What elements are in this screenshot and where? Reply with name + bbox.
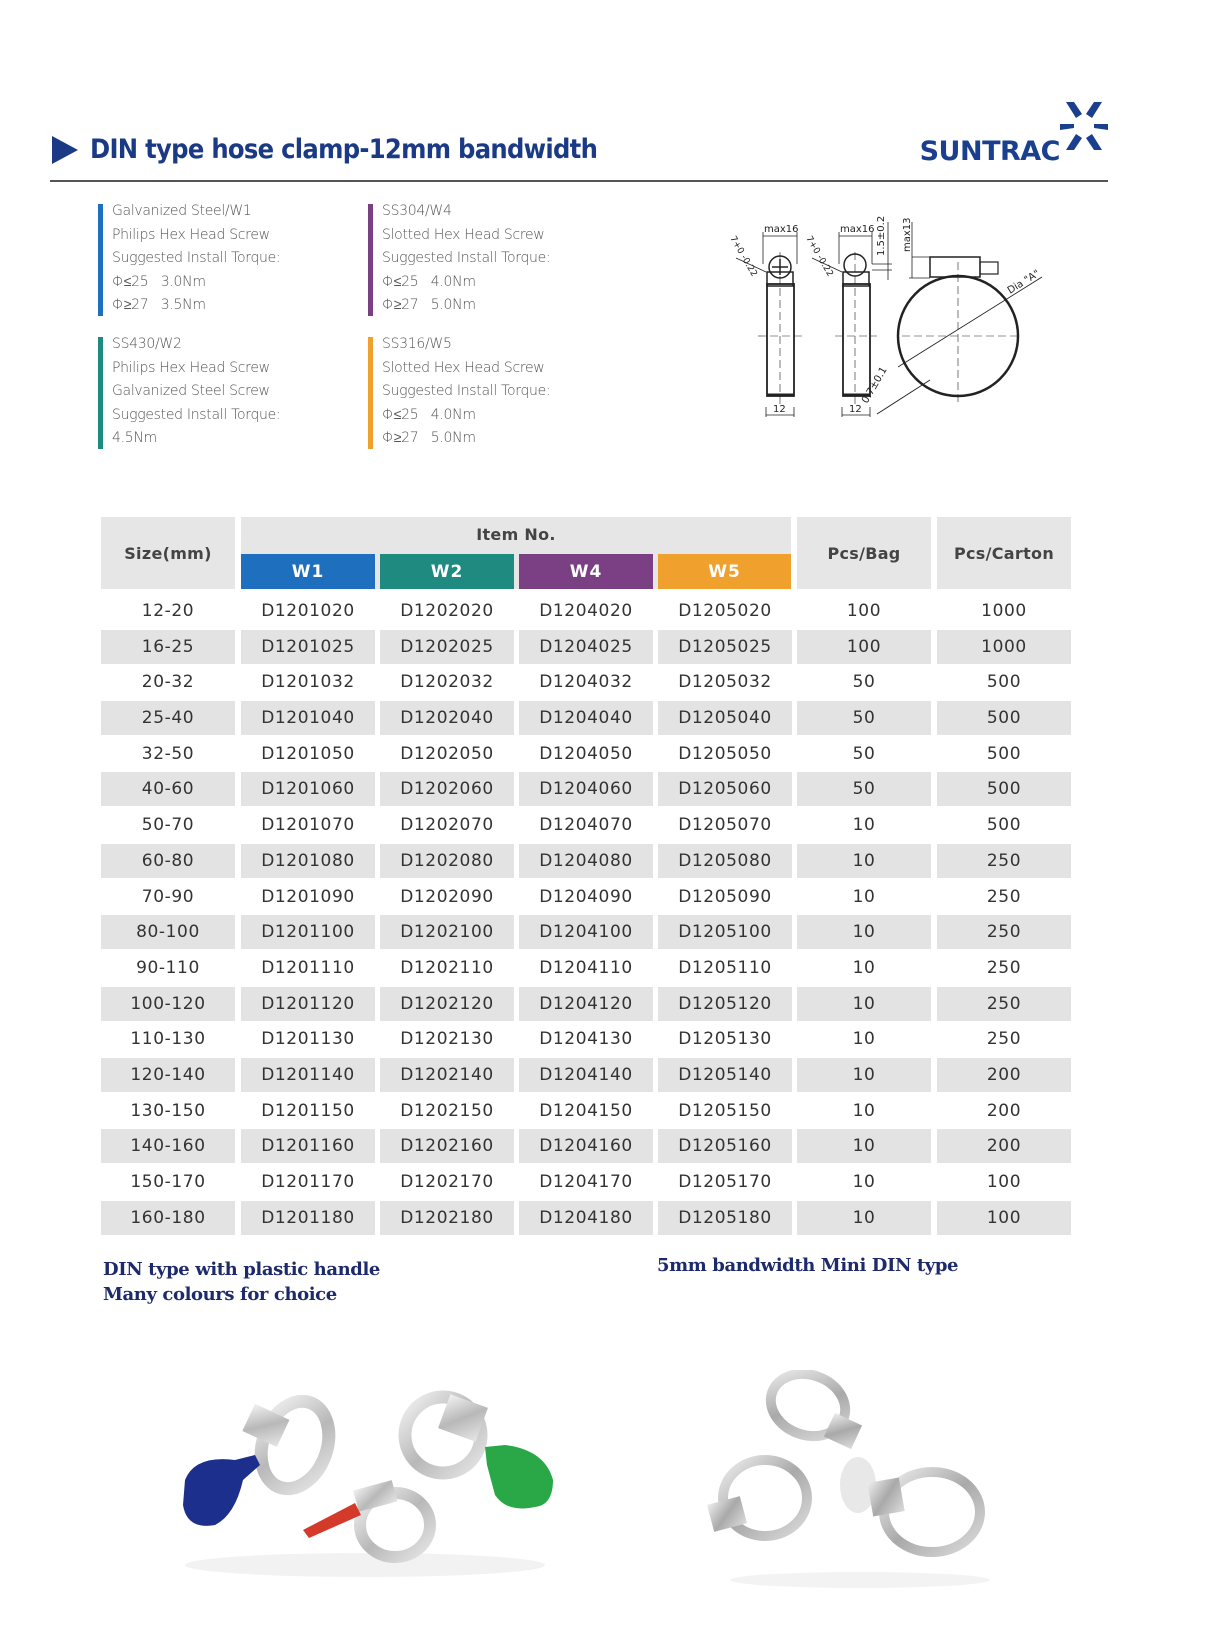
cell-pcs-bag: 10	[797, 1058, 931, 1092]
spec-line: SS316/W5	[382, 336, 452, 352]
cell-size: 130-150	[130, 1100, 206, 1121]
cell-pcs-bag: 10	[797, 844, 931, 878]
cell-pcs-bag: 10	[797, 987, 931, 1021]
cell-pcs-bag: 100	[846, 601, 882, 621]
cell-w5: D1205100	[658, 915, 792, 949]
cell-w5: D1205120	[658, 987, 792, 1021]
cell-w2: D1202040	[380, 701, 514, 735]
cell-pcs-bag: 10	[797, 1129, 931, 1163]
cell-pcs-carton: 250	[937, 987, 1071, 1021]
header-pcs-carton: Pcs/Carton	[937, 517, 1071, 589]
cell-size: 70-90	[141, 886, 195, 907]
cell-w2: D1202120	[380, 987, 514, 1021]
cell-w2: D1202160	[380, 1129, 514, 1163]
cell-w5: D1205040	[658, 701, 792, 735]
cell-w4: D1204110	[539, 957, 633, 978]
cell-w5: D1205050	[678, 743, 772, 764]
cell-size: 32-50	[141, 743, 195, 764]
mini-din-clamps-photo	[690, 1370, 1010, 1590]
cell-w1: D1201160	[241, 1129, 375, 1163]
spec-line: Slotted Hex Head Screw	[382, 226, 545, 243]
page-header	[50, 100, 1110, 182]
cell-w2: D1202140	[380, 1058, 514, 1092]
plastic-handle-caption	[103, 1257, 380, 1307]
dim-thickness: 1.5±0.2	[876, 215, 887, 256]
cell-pcs-bag: 10	[852, 886, 876, 907]
cell-pcs-bag: 50	[797, 701, 931, 735]
header-divider	[50, 180, 1108, 182]
cell-w2: D1202090	[400, 886, 494, 907]
spec-line: Slotted Hex Head Screw	[382, 359, 545, 376]
spec-line: Φ≤25 3.0Nm	[112, 273, 206, 290]
cell-w4: D1204130	[539, 1029, 633, 1050]
cell-pcs-carton: 200	[986, 1100, 1022, 1121]
cell-w4: D1204025	[519, 630, 653, 664]
header-w5: W5	[658, 554, 791, 589]
clamp-technical-drawing	[722, 212, 1072, 442]
cell-size: 50-70	[141, 815, 195, 836]
cell-w1: D1201080	[241, 844, 375, 878]
cell-size: 100-120	[101, 987, 235, 1021]
dim-max16-b: max16	[840, 224, 875, 235]
cell-pcs-bag: 100	[797, 630, 931, 664]
w2-color-bar	[98, 337, 103, 449]
front-view-philips	[727, 224, 802, 417]
cell-w2: D1202020	[400, 601, 494, 621]
spec-w1	[98, 200, 280, 318]
cell-w1: D1201090	[261, 886, 355, 907]
cell-w5: D1205130	[678, 1029, 772, 1050]
spec-line: SS304/W4	[382, 203, 452, 219]
dim-12-a: 12	[773, 404, 786, 415]
cell-w2: D1202025	[380, 630, 514, 664]
cell-w4: D1204050	[539, 743, 633, 764]
cell-pcs-carton: 200	[937, 1058, 1071, 1092]
caption-line: Many colours for choice	[103, 1284, 337, 1305]
cell-w1: D1201150	[261, 1100, 355, 1121]
w5-color-bar	[368, 337, 373, 449]
cell-size: 150-170	[130, 1172, 206, 1192]
cell-pcs-bag: 10	[852, 1029, 876, 1050]
cell-w1: D1201032	[261, 672, 355, 693]
cell-w1: D1201025	[241, 630, 375, 664]
spec-line: Philips Hex Head Screw	[112, 359, 270, 376]
cell-size: 80-100	[101, 915, 235, 949]
cell-pcs-carton: 100	[937, 1201, 1071, 1235]
cell-pcs-carton: 500	[986, 743, 1022, 764]
cell-w1: D1201050	[261, 743, 355, 764]
suntrac-logo	[910, 100, 1110, 170]
cell-w4: D1204070	[539, 815, 633, 836]
cell-pcs-carton: 250	[937, 844, 1071, 878]
cell-w5: D1205070	[678, 815, 772, 836]
cell-w5: D1205170	[678, 1172, 772, 1192]
spec-line: Φ≥27 5.0Nm	[382, 297, 476, 313]
cell-pcs-carton: 250	[937, 915, 1071, 949]
cell-w4: D1204150	[539, 1100, 633, 1121]
header-w1: W1	[241, 554, 375, 589]
dim-max13: max13	[902, 217, 913, 252]
cell-pcs-bag: 10	[852, 815, 876, 836]
cell-pcs-carton: 250	[986, 1029, 1022, 1050]
cell-w5: D1205025	[658, 630, 792, 664]
cell-size: 90-110	[136, 957, 200, 978]
cell-size: 12-20	[141, 601, 195, 621]
caption-line: DIN type with plastic handle	[103, 1259, 380, 1280]
cell-w4: D1204120	[519, 987, 653, 1021]
cell-w5: D1205090	[678, 886, 772, 907]
cell-w2: D1202150	[400, 1100, 494, 1121]
dim-dia-a: Dia "A"	[1005, 268, 1042, 297]
cell-w4: D1204100	[519, 915, 653, 949]
dim-max16-a: max16	[764, 224, 799, 235]
spec-line: Philips Hex Head Screw	[112, 226, 270, 243]
play-triangle-icon	[52, 136, 78, 164]
cell-w5: D1205080	[658, 844, 792, 878]
side-view-circle	[860, 217, 1042, 414]
cell-pcs-carton: 500	[937, 701, 1071, 735]
cell-w2: D1202130	[400, 1029, 494, 1050]
cell-pcs-bag: 50	[852, 743, 876, 764]
cell-w5: D1205032	[678, 672, 772, 693]
cell-w1: D1201180	[241, 1201, 375, 1235]
spec-line: Galvanized Steel Screw	[112, 383, 270, 399]
cell-w4: D1204060	[519, 772, 653, 806]
cell-pcs-carton: 100	[986, 1172, 1022, 1192]
cell-w4: D1204140	[519, 1058, 653, 1092]
cell-w1: D1201110	[261, 957, 355, 978]
cell-w1: D1201040	[241, 701, 375, 735]
spec-line: SS430/W2	[112, 336, 182, 352]
cell-size: 160-180	[101, 1201, 235, 1235]
spec-line: Φ≤25 4.0Nm	[382, 273, 476, 290]
cell-pcs-bag: 50	[797, 772, 931, 806]
cell-size: 110-130	[130, 1029, 206, 1050]
cell-w5: D1205110	[678, 957, 772, 978]
cell-pcs-bag: 10	[852, 1100, 876, 1121]
cell-pcs-carton: 1000	[981, 601, 1027, 621]
cell-pcs-bag: 10	[852, 957, 876, 978]
cell-w4: D1204170	[539, 1172, 633, 1192]
cell-pcs-carton: 500	[986, 815, 1022, 836]
cell-w4: D1204020	[539, 601, 633, 621]
cell-w1: D1201170	[261, 1172, 355, 1192]
spec-line: Φ≤25 4.0Nm	[382, 406, 476, 423]
cell-pcs-carton: 500	[937, 772, 1071, 806]
spec-line: Galvanized Steel/W1	[112, 203, 252, 219]
cell-w4: D1204032	[539, 672, 633, 693]
cell-w4: D1204160	[519, 1129, 653, 1163]
cell-w1: D1201070	[261, 815, 355, 836]
cell-w1: D1201060	[241, 772, 375, 806]
cell-pcs-carton: 250	[986, 886, 1022, 907]
cell-w4: D1204090	[539, 886, 633, 907]
plastic-handle-clamps-photo	[165, 1385, 585, 1585]
cell-w2: D1202110	[400, 957, 494, 978]
cell-w2: D1202180	[380, 1201, 514, 1235]
dim-tol-a: 7+0 -0.22	[727, 234, 759, 279]
cell-w4: D1204080	[519, 844, 653, 878]
logo-star-icon	[1058, 100, 1110, 152]
cell-pcs-bag: 10	[797, 915, 931, 949]
caption-line: 5mm bandwidth Mini DIN type	[657, 1255, 959, 1276]
title-block	[52, 134, 654, 165]
cell-size: 20-32	[141, 672, 195, 693]
header-size: Size(mm)	[101, 517, 235, 589]
cell-pcs-bag: 10	[852, 1172, 876, 1192]
cell-w2: D1202032	[400, 672, 494, 693]
header-pcs-bag: Pcs/Bag	[797, 517, 931, 589]
cell-w2: D1202070	[400, 815, 494, 836]
cell-size: 25-40	[101, 701, 235, 735]
cell-pcs-bag: 10	[797, 1201, 931, 1235]
cell-w2: D1202050	[400, 743, 494, 764]
page-title: DIN type hose clamp-12mm bandwidth	[90, 134, 598, 165]
cell-size: 140-160	[101, 1129, 235, 1163]
cell-size: 60-80	[101, 844, 235, 878]
cell-w1: D1201140	[241, 1058, 375, 1092]
cell-size: 120-140	[101, 1058, 235, 1092]
cell-w5: D1205140	[658, 1058, 792, 1092]
cell-w1: D1201020	[261, 601, 355, 621]
w4-color-bar	[368, 204, 373, 316]
dim-band-thickness: 0.7±0.1	[860, 365, 890, 406]
logo-wordmark: SUNTRAC	[919, 136, 1060, 167]
cell-w5: D1205060	[658, 772, 792, 806]
spec-line: Suggested Install Torque:	[382, 383, 551, 399]
cell-w1: D1201120	[241, 987, 375, 1021]
header-w2: W2	[380, 554, 514, 589]
cell-pcs-carton: 200	[937, 1129, 1071, 1163]
cell-w5: D1205160	[658, 1129, 792, 1163]
spec-line: Φ≥27 3.5Nm	[112, 297, 206, 313]
mini-din-caption	[657, 1253, 958, 1278]
w1-color-bar	[98, 204, 103, 316]
cell-w4: D1204040	[519, 701, 653, 735]
cell-w2: D1202060	[380, 772, 514, 806]
spec-w5	[368, 333, 550, 451]
cell-pcs-carton: 500	[986, 672, 1022, 693]
spec-line: Φ≥27 5.0Nm	[382, 430, 476, 446]
cell-w1: D1201130	[261, 1029, 355, 1050]
spec-line: Suggested Install Torque:	[382, 250, 551, 266]
cell-w5: D1205020	[678, 601, 772, 621]
cell-pcs-bag: 50	[852, 672, 876, 693]
spec-line: 4.5Nm	[112, 430, 157, 446]
cell-w5: D1205150	[678, 1100, 772, 1121]
cell-w2: D1202100	[380, 915, 514, 949]
header-item-no	[241, 517, 791, 589]
cell-w2: D1202170	[400, 1172, 494, 1192]
header-item-no-label: Item No.	[476, 525, 556, 544]
cell-size: 16-25	[101, 630, 235, 664]
cell-pcs-carton: 1000	[937, 630, 1071, 664]
header-w4: W4	[519, 554, 653, 589]
spec-w2	[98, 333, 280, 451]
spec-line: Suggested Install Torque:	[112, 406, 281, 423]
cell-w1: D1201100	[241, 915, 375, 949]
cell-w2: D1202080	[380, 844, 514, 878]
cell-size: 40-60	[101, 772, 235, 806]
cell-pcs-carton: 250	[986, 957, 1022, 978]
dim-tol-b: 7+0 -0.22	[803, 234, 835, 279]
cell-w5: D1205180	[658, 1201, 792, 1235]
cell-w4: D1204180	[519, 1201, 653, 1235]
spec-w4	[368, 200, 550, 318]
spec-line: Suggested Install Torque:	[112, 250, 281, 266]
dim-12-b: 12	[849, 404, 862, 415]
